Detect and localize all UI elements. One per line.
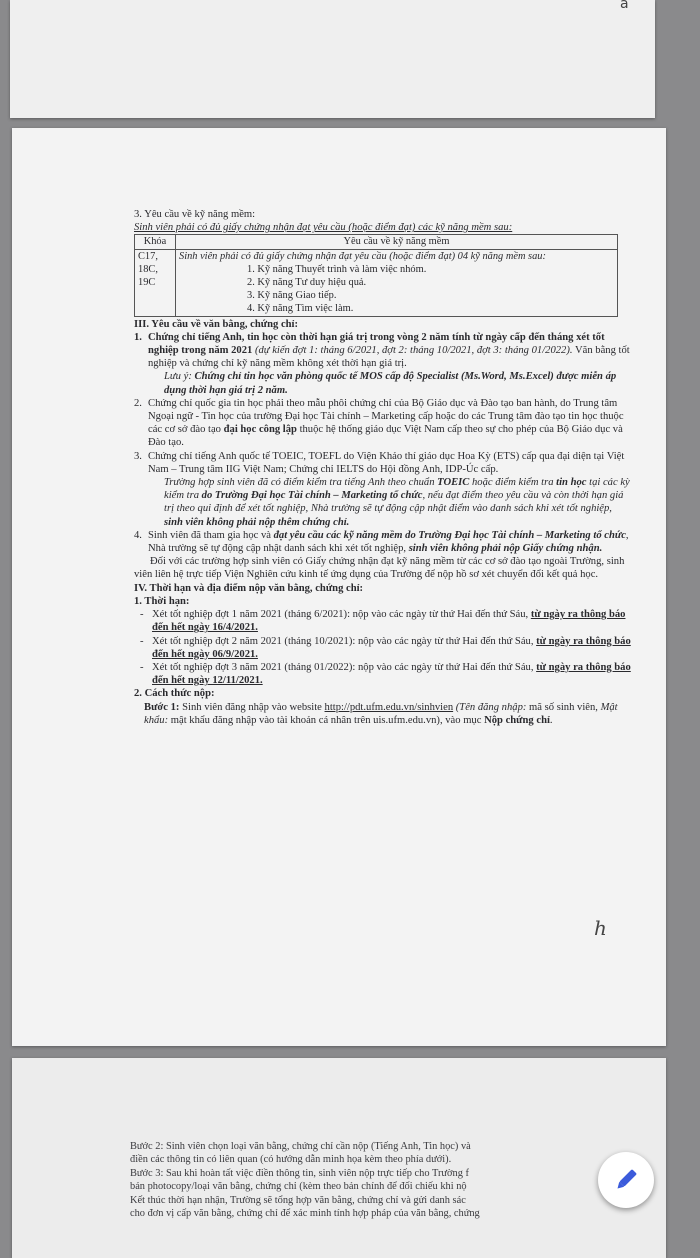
item-number: 3.	[134, 450, 142, 462]
website-link[interactable]: http://pdt.ufm.edu.vn/sinhvien	[324, 701, 454, 713]
skill-item: 1. Kỹ năng Thuyết trình và làm việc nhóm.	[247, 263, 427, 275]
item-3-para: , nếu đạt điểm theo yêu cầu và còn thời hạn giá trị theo qui định để xét tốt nghiệp, Nhà trường sẽ tự động cập nhật điểm vào danh sách khi xét tốt nghiệp,	[164, 490, 624, 515]
document-page	[12, 128, 666, 1046]
item-4-paragraph: Đối với các trường hợp sinh viên có Giấy chứng nhận đạt kỹ năng mềm từ các cơ sở đào tạo ngoài Trường, sinh viên liên hệ trực tiếp Viện Nghiên cứu kinh tế ứng dụng của Trường để nộp hồ sơ xét chuyển đổi kết quả học.	[134, 556, 625, 581]
text-line: Kết thúc thời hạn nhận, Trường sẽ tổng hợp văn bằng, chứng chỉ và gửi danh sác	[130, 1194, 466, 1206]
requirement-intro: Sinh viên phải có đủ giấy chứng nhận đạt yêu cầu (hoặc điểm đạt) 04 kỹ năng mềm sau:	[179, 250, 546, 262]
text-line: bản photocopy/loại văn bằng, chứng chỉ (kèm theo bản chính để đối chiếu khi nộ	[130, 1181, 467, 1193]
section-iii-heading: III. Yêu cầu về văn bằng, chứng chỉ:	[134, 318, 299, 330]
step-1-text: .	[549, 714, 553, 726]
item-1	[134, 331, 632, 397]
step-1-text: Mật khẩu:	[144, 701, 618, 726]
item-2	[134, 397, 632, 450]
item-4	[134, 529, 632, 555]
deadline-date: từ ngày ra thông báo đến hết ngày 06/9/2021.	[152, 635, 631, 660]
step-1-text: (Tên đăng nhập:	[453, 701, 527, 713]
khoa-value: 18C,	[138, 263, 158, 275]
method-subheading: 2. Cách thức nộp:	[134, 688, 215, 700]
note-label: Lưu ý:	[164, 371, 192, 383]
item-4-text: Sinh viên đã tham gia học và	[148, 529, 274, 541]
item-3-para: hoặc điểm kiểm tra	[469, 477, 557, 489]
text-line: điền các thông tin có liên quan (có hướng dẫn minh họa kèm theo phía dưới).	[130, 1154, 452, 1166]
deadline-subheading: 1. Thời hạn:	[134, 595, 190, 607]
pencil-icon	[612, 1166, 640, 1194]
item-1-rest: Văn bằng tốt nghiệp và chứng chỉ kỹ năng mềm không xét thời hạn giá trị.	[148, 345, 630, 370]
edit-button[interactable]	[598, 1152, 654, 1208]
item-4-bold: sinh viên không phải nộp Giấy chứng nhận.	[408, 543, 603, 555]
col-khoa-header: Khóa	[135, 235, 176, 249]
skill-item: 3. Kỹ năng Giao tiếp.	[247, 290, 337, 302]
text-line: cho đơn vị cấp văn bằng, chứng chỉ để xác minh tính hợp pháp của văn bằng, chứng	[130, 1208, 480, 1220]
item-1-italic: (dự kiến đợt 1: tháng 6/2021, đợt 2: tháng 10/2021, đợt 3: tháng 01/2022).	[252, 345, 573, 357]
step-1-text: mã số sinh viên,	[526, 701, 601, 713]
deadline-text: Xét tốt nghiệp đợt 2 năm 2021 (tháng 10/2021): nộp vào các ngày từ thứ Hai đến thứ Sáu,	[152, 635, 537, 647]
item-number: 1.	[134, 331, 142, 343]
item-1-bold: Chứng chỉ tiếng Anh, tin học còn thời hạn giá trị trong vòng 2 năm tính từ ngày cấp đến tháng xét tốt nghiệp trong năm 2021	[148, 331, 605, 357]
step-1-text: Sinh viên đăng nhập vào website	[179, 701, 325, 713]
item-4-text: , Nhà trường sẽ tự động cập nhật danh sách khi xét tốt nghiệp,	[148, 529, 629, 555]
deadline-text: Xét tốt nghiệp đợt 3 năm 2021 (tháng 01/2022): nộp vào các ngày từ thứ Hai đến thứ Sáu,	[152, 661, 537, 673]
no-submission-note: sinh viên không phải nộp thêm chứng chỉ.	[164, 516, 350, 528]
margin-scribble: a	[620, 0, 629, 12]
deadline-item: - Xét tốt nghiệp đợt 2 năm 2021 (tháng 10/2021): nộp vào các ngày từ thứ Hai đến thứ Sáu, từ ngày ra thông báo đến hết ngày 06/9/2021.	[140, 635, 631, 660]
next-page	[12, 1058, 666, 1258]
previous-page	[10, 0, 655, 118]
deadline-item: - Xét tốt nghiệp đợt 1 năm 2021 (tháng 6/2021): nộp vào các ngày từ thứ Hai đến thứ Sáu, từ ngày ra thông báo đến hết ngày 16/4/2021.	[140, 609, 626, 634]
item-3-text: Chứng chỉ tiếng Anh quốc tế TOEIC, TOEFL do Viện Khảo thí giáo dục Hoa Kỳ (ETS) cấp qua đại diện tại Việt Nam – Trung tâm IIG Việt Nam; Chứng chỉ IELTS do Hội đồng Anh, IDP-Úc cấp.	[148, 450, 625, 475]
deadline-text: Xét tốt nghiệp đợt 1 năm 2021 (tháng 6/2021): nộp vào các ngày từ thứ Hai đến thứ Sáu,	[152, 609, 531, 621]
ufm-organized: do Trường Đại học Tài chính – Marketing tổ chức	[201, 490, 423, 502]
khoa-value: 19C	[138, 277, 156, 289]
step-label: Bước 1:	[144, 701, 180, 713]
step-1	[134, 701, 632, 727]
margin-mark: h	[594, 916, 607, 940]
item-number: 4.	[134, 529, 142, 541]
requirement-cell	[176, 249, 618, 316]
next-page-text	[130, 1140, 610, 1220]
item-2-text: Chứng chỉ quốc gia tin học phải theo mẫu phôi chứng chỉ của Bộ Giáo dục và Đào tạo ban hành, do Trung tâm Ngoại ngữ - Tin học của trường Đại học Tài chính – Marketing cấp hoặc do các Trung tâm đào tạo tin học thuộc các cơ sở đào tạo	[148, 397, 624, 436]
page-content	[134, 208, 632, 727]
col-req-header: Yêu cầu về kỹ năng mềm	[176, 235, 618, 249]
khoa-cell	[135, 249, 176, 316]
toeic-label: TOEIC	[437, 477, 470, 489]
deadline-date: từ ngày ra thông báo đến hết ngày 16/4/2021.	[152, 609, 626, 634]
khoa-value: C17,	[138, 250, 158, 262]
item-3-para: Trường hợp sinh viên đã có điểm kiểm tra tiếng Anh theo chuẩn	[164, 477, 438, 489]
text-line: Bước 3: Sau khi hoàn tất việc điền thông tin, sinh viên nộp trực tiếp cho Trường f	[130, 1167, 469, 1179]
item-2-rest: thuộc hệ thống giáo dục Việt Nam cấp theo sự cho phép của Bộ Giáo dục và Đào tạo.	[148, 424, 623, 449]
item-number: 2.	[134, 397, 142, 409]
section-iv-heading: IV. Thời hạn và địa điểm nộp văn bằng, chứng chỉ:	[134, 582, 364, 594]
deadline-item: - Xét tốt nghiệp đợt 3 năm 2021 (tháng 01/2022): nộp vào các ngày từ thứ Hai đến thứ Sáu, từ ngày ra thông báo đến hết ngày 12/11/2021.	[140, 661, 631, 687]
text-line: Bước 2: Sinh viên chọn loại văn bằng, chứng chỉ cần nộp (Tiếng Anh, Tin học) và	[130, 1141, 471, 1152]
item-3	[134, 450, 632, 529]
step-1-text: mật khẩu đăng nhập vào tài khoản cá nhân trên uis.ufm.edu.vn), vào mục	[168, 714, 485, 726]
skill-item: 4. Kỹ năng Tìm việc làm.	[247, 303, 354, 315]
section3-intro: Sinh viên phải có đủ giấy chứng nhận đạt yêu cầu (hoặc điểm đạt) các kỹ năng mềm sau:	[134, 222, 513, 234]
tin-hoc-label: tin học	[556, 477, 587, 489]
section3-heading: 3. Yêu cầu về kỹ năng mềm:	[134, 209, 256, 220]
deadline-date: từ ngày ra thông báo đến hết ngày 12/11/2021.	[152, 661, 631, 687]
item-3-para: tại các kỳ kiểm tra	[164, 477, 630, 502]
soft-skills-table	[134, 234, 618, 316]
skill-item: 2. Kỹ năng Tư duy hiệu quả.	[247, 277, 367, 289]
note-text: Chứng chỉ tin học văn phòng quốc tế MOS cấp độ Specialist (Ms.Word, Ms.Excel) được miễn áp dụng thời hạn giá trị 2 năm.	[164, 371, 617, 396]
item-2-bold: đại học công lập	[223, 424, 297, 436]
submit-cert-label: Nộp chứng chỉ	[484, 714, 550, 726]
item-4-bold: đạt yêu cầu các kỹ năng mềm do Trường Đại học Tài chính – Marketing tổ chức	[273, 529, 626, 541]
